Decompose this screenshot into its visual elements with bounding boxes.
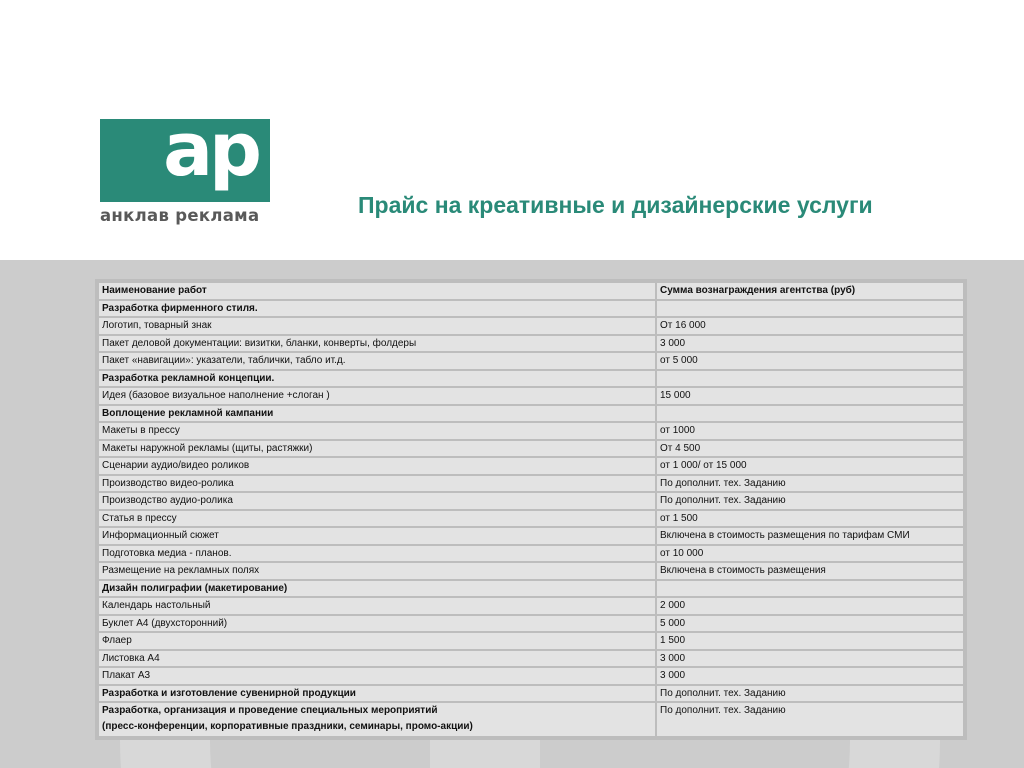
price-cell: По дополнит. тех. Заданию [657,476,963,492]
service-name-line: Разработка, организация и проведение специальных мероприятий [102,705,438,716]
logo-letters: ap [163,107,258,193]
table-row [99,493,963,509]
table-section-row [99,301,963,317]
service-name-cell: Идея (базовое визуальное наполнение +слоган ) [99,388,655,404]
logo-company-name: анклав реклама [100,206,260,225]
column-header-price: Сумма вознаграждения агентства (руб) [657,283,963,299]
service-name-cell: Пакет «навигации»: указатели, таблички, табло ит.д. [99,353,655,369]
table-row [99,616,963,632]
table-row [99,353,963,369]
service-name-cell: Буклет А4 (двухсторонний) [99,616,655,632]
table-row [99,476,963,492]
service-name-cell: Логотип, товарный знак [99,318,655,334]
service-name-cell: Дизайн полиграфии (макетирование) [99,581,655,597]
page-title: Прайс на креативные и дизайнерские услуги [358,192,873,218]
price-cell: 3 000 [657,651,963,667]
service-name-cell: Подготовка медиа - планов. [99,546,655,562]
table-row [99,633,963,649]
header-area [0,0,1024,260]
price-cell [657,581,963,597]
table-row [99,336,963,352]
service-name-cell [99,703,655,736]
price-cell: По дополнит. тех. Заданию [657,686,963,702]
table-row [99,651,963,667]
price-table-wrap [95,279,967,740]
table-row [99,563,963,579]
price-cell: 2 000 [657,598,963,614]
table-row [99,388,963,404]
service-name-cell: Сценарии аудио/видео роликов [99,458,655,474]
service-name-cell: Разработка рекламной концепции. [99,371,655,387]
table-row [99,441,963,457]
service-name-cell: Производство видео-ролика [99,476,655,492]
table-row [99,423,963,439]
price-cell: От 4 500 [657,441,963,457]
table-section-row [99,581,963,597]
table-section-row [99,703,963,736]
table-row [99,528,963,544]
price-table [97,281,965,738]
price-cell: Включена в стоимость размещения [657,563,963,579]
price-cell: 3 000 [657,336,963,352]
price-cell: По дополнит. тех. Заданию [657,493,963,509]
price-cell: от 1000 [657,423,963,439]
service-name-cell: Листовка А4 [99,651,655,667]
price-cell: 1 500 [657,633,963,649]
service-name-cell: Размещение на рекламных полях [99,563,655,579]
service-name-cell: Статья в прессу [99,511,655,527]
price-cell: От 16 000 [657,318,963,334]
price-cell: от 5 000 [657,353,963,369]
service-name-cell: Флаер [99,633,655,649]
service-name-cell: Производство аудио-ролика [99,493,655,509]
service-name-cell: Плакат А3 [99,668,655,684]
price-cell [657,301,963,317]
service-name-cell: Пакет деловой документации: визитки, бланки, конверты, фолдеры [99,336,655,352]
table-section-row [99,371,963,387]
service-name-cell: Макеты наружной рекламы (щиты, растяжки) [99,441,655,457]
price-cell: Включена в стоимость размещения по тарифам СМИ [657,528,963,544]
service-name-cell: Информационный сюжет [99,528,655,544]
service-name-cell: Разработка фирменного стиля. [99,301,655,317]
price-cell: 3 000 [657,668,963,684]
service-name-line: (пресс-конференции, корпоративные праздники, семинары, промо-акции) [102,721,473,732]
price-cell: 5 000 [657,616,963,632]
price-cell: от 1 500 [657,511,963,527]
logo-mark [100,107,270,202]
price-cell: По дополнит. тех. Заданию [657,703,963,736]
table-row [99,546,963,562]
column-header-service: Наименование работ [99,283,655,299]
table-row [99,458,963,474]
table-section-row [99,686,963,702]
price-cell [657,406,963,422]
price-cell: от 10 000 [657,546,963,562]
table-row [99,598,963,614]
table-row [99,511,963,527]
table-row [99,318,963,334]
service-name-cell: Календарь настольный [99,598,655,614]
service-name-cell: Макеты в прессу [99,423,655,439]
service-name-cell: Воплощение рекламной кампании [99,406,655,422]
table-header-row [99,283,963,299]
service-name-cell: Разработка и изготовление сувенирной продукции [99,686,655,702]
table-row [99,668,963,684]
table-section-row [99,406,963,422]
price-cell: 15 000 [657,388,963,404]
price-cell: от 1 000/ от 15 000 [657,458,963,474]
price-cell [657,371,963,387]
